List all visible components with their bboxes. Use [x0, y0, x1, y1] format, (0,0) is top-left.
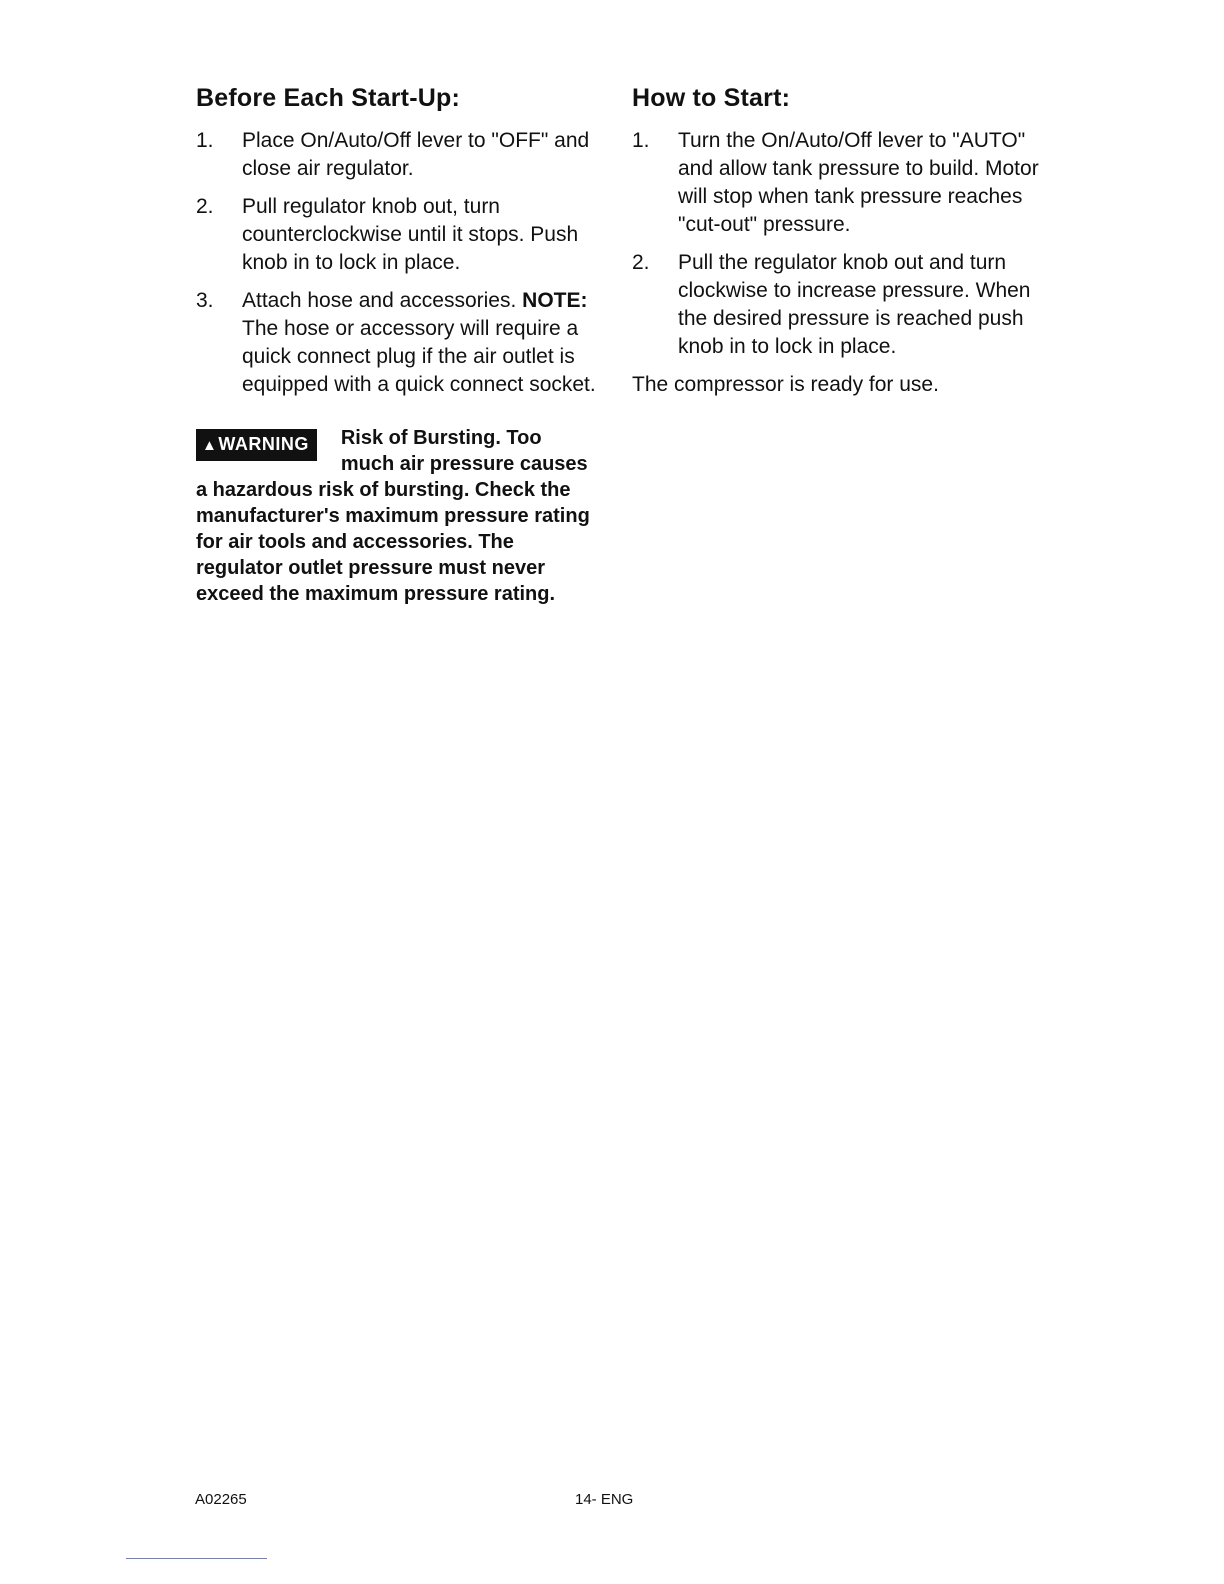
before-start-heading: Before Each Start-Up:	[196, 84, 460, 112]
list-item	[632, 249, 1042, 361]
how-to-start-steps	[632, 127, 1042, 361]
note-text: The hose or accessory will require a quick connect plug if the air outlet is equipped with a quick connect socket.	[242, 317, 596, 396]
closing-text: The compressor is ready for use.	[632, 373, 939, 396]
step-text: Pull the regulator knob out and turn clockwise to increase pressure. When the desired pressure is reached push knob in to lock in place.	[678, 251, 1031, 358]
page-number: 14- ENG	[575, 1491, 634, 1508]
step-number: 2.	[196, 195, 214, 218]
step-text: Place On/Auto/Off lever to "OFF" and close air regulator.	[242, 129, 590, 180]
note-label: NOTE:	[522, 289, 588, 312]
step-text: Attach hose and accessories.	[242, 289, 517, 312]
step-text: Turn the On/Auto/Off lever to "AUTO" and allow tank pressure to build. Motor will stop when tank pressure reaches "cut-out" pressure.	[678, 129, 1039, 236]
step-text: Pull regulator knob out, turn counterclockwise until it stops. Push knob in to lock in place.	[242, 195, 579, 274]
document-code: A02265	[195, 1491, 247, 1508]
left-column	[196, 84, 606, 607]
step-number: 3.	[196, 289, 214, 312]
warning-block	[196, 425, 596, 607]
step-number: 1.	[196, 129, 214, 152]
warning-badge-label: WARNING	[218, 434, 309, 454]
step-number: 1.	[632, 129, 650, 152]
warning-triangle-icon: ▲	[202, 437, 218, 454]
list-item	[196, 127, 606, 183]
right-column	[632, 84, 1042, 420]
before-start-steps	[196, 127, 606, 399]
list-item	[196, 193, 606, 277]
warning-badge	[196, 429, 317, 461]
bottom-rule	[126, 1558, 267, 1559]
how-to-start-heading: How to Start:	[632, 84, 791, 112]
warning-text: Risk of Bursting. Too much air pressure causes a hazardous risk of bursting. Check the manufacturer's maximum pressure rating for air tools and accessories. The regulator outlet pressure must never exceed the maximum pressure rating.	[196, 427, 590, 605]
list-item	[196, 287, 606, 399]
step-number: 2.	[632, 251, 650, 274]
list-item	[632, 127, 1042, 239]
